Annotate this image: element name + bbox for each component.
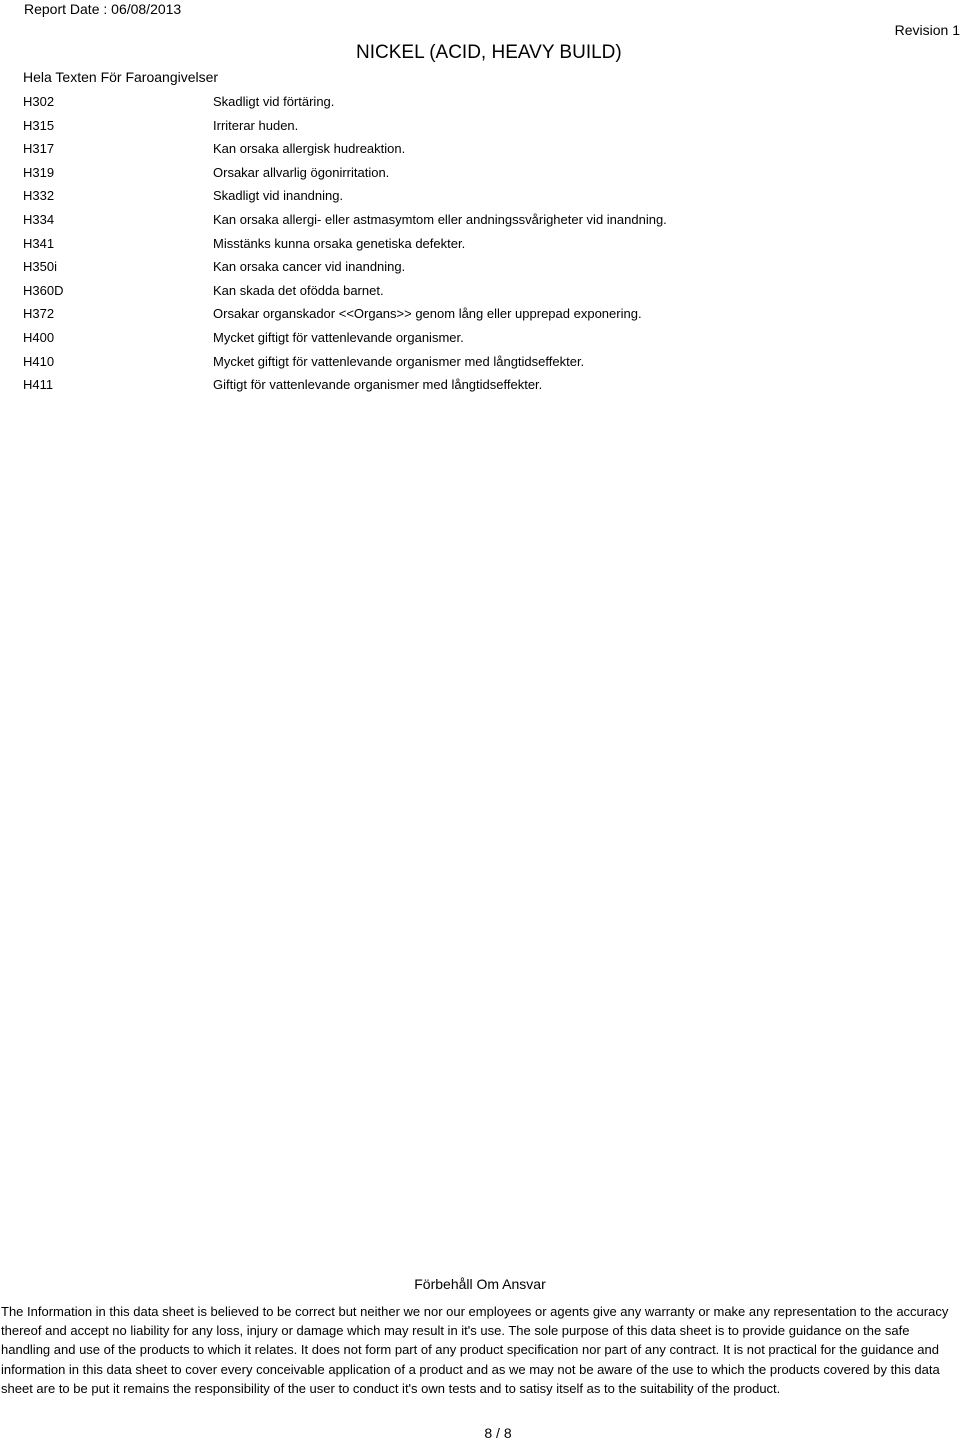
hazard-code: H334 bbox=[23, 211, 55, 227]
hazard-code: H341 bbox=[23, 235, 55, 251]
hazard-text: Kan orsaka cancer vid inandning. bbox=[213, 259, 406, 275]
hazard-text: Orsakar organskador <<Organs>> genom lång eller upprepad exponering. bbox=[213, 306, 642, 322]
hazard-code: H315 bbox=[23, 117, 55, 133]
hazard-text: Misstänks kunna orsaka genetiska defekter. bbox=[213, 235, 466, 251]
hazard-statement-row bbox=[23, 279, 923, 303]
hazard-text: Kan orsaka allergisk hudreaktion. bbox=[213, 141, 406, 157]
disclaimer-title: Förbehåll Om Ansvar bbox=[414, 1276, 546, 1292]
hazard-code: H411 bbox=[23, 377, 54, 393]
hazard-text: Mycket giftigt för vattenlevande organismer med långtidseffekter. bbox=[213, 353, 585, 369]
hazard-code: H350i bbox=[23, 259, 57, 275]
hazard-text: Kan orsaka allergi- eller astmasymtom eller andningssvårigheter vid inandning. bbox=[213, 211, 667, 227]
hazard-code: H317 bbox=[23, 141, 55, 157]
hazard-statement-row bbox=[23, 90, 923, 114]
hazard-statement-row bbox=[23, 232, 923, 256]
hazard-code: H319 bbox=[23, 164, 55, 180]
hazard-statement-row bbox=[23, 326, 923, 350]
hazard-code: H360D bbox=[23, 282, 64, 298]
page-number: 8 / 8 bbox=[484, 1425, 512, 1441]
hazard-section-heading: Hela Texten För Faroangivelser bbox=[23, 69, 219, 85]
hazard-text: Kan skada det ofödda barnet. bbox=[213, 282, 384, 298]
hazard-statement-row bbox=[23, 350, 923, 374]
hazard-code: H410 bbox=[23, 353, 55, 369]
hazard-code: H372 bbox=[23, 306, 55, 322]
hazard-text: Mycket giftigt för vattenlevande organismer. bbox=[213, 329, 464, 345]
hazard-statement-row bbox=[23, 184, 923, 208]
hazard-text: Skadligt vid förtäring. bbox=[213, 94, 335, 109]
hazard-code: H400 bbox=[23, 329, 55, 345]
report-date: Report Date : 06/08/2013 bbox=[24, 1, 182, 17]
hazard-statement-list bbox=[23, 90, 923, 397]
hazard-statement-row bbox=[23, 302, 923, 326]
hazard-code: H302 bbox=[23, 94, 55, 109]
document-title: NICKEL (ACID, HEAVY BUILD) bbox=[356, 42, 622, 63]
revision-label: Revision 1 bbox=[894, 22, 960, 38]
hazard-statement-row bbox=[23, 137, 923, 161]
hazard-statement-row bbox=[23, 373, 923, 397]
hazard-text: Orsakar allvarlig ögonirritation. bbox=[213, 164, 390, 180]
disclaimer-body: The Information in this data sheet is believed to be correct but neither we nor our employees or agents give any warranty or make any representation to the accuracy thereof and accept no liability for any loss, injury or damage which may result in it's use. The sole purpose of this data sheet is to provide guidance on the safe handling and use of the products to which it relates. It does not form part of any product specification nor part of any contract. It is not practical for the guidance and information in this data sheet to cover every conceivable application of a product and as we may not be aware of the use to which the products covered by this data sheet are to be put it remains the responsibility of the user to conduct it's own tests and to satisy itself as to the suitability of the product. bbox=[1, 1304, 949, 1396]
hazard-statement-row bbox=[23, 255, 923, 279]
hazard-text: Skadligt vid inandning. bbox=[213, 188, 344, 204]
hazard-code: H332 bbox=[23, 188, 55, 204]
hazard-text: Giftigt för vattenlevande organismer med långtidseffekter. bbox=[213, 377, 543, 393]
hazard-text: Irriterar huden. bbox=[213, 117, 299, 133]
hazard-statement-row bbox=[23, 161, 923, 185]
hazard-statement-row bbox=[23, 114, 923, 138]
hazard-statement-row bbox=[23, 208, 923, 232]
